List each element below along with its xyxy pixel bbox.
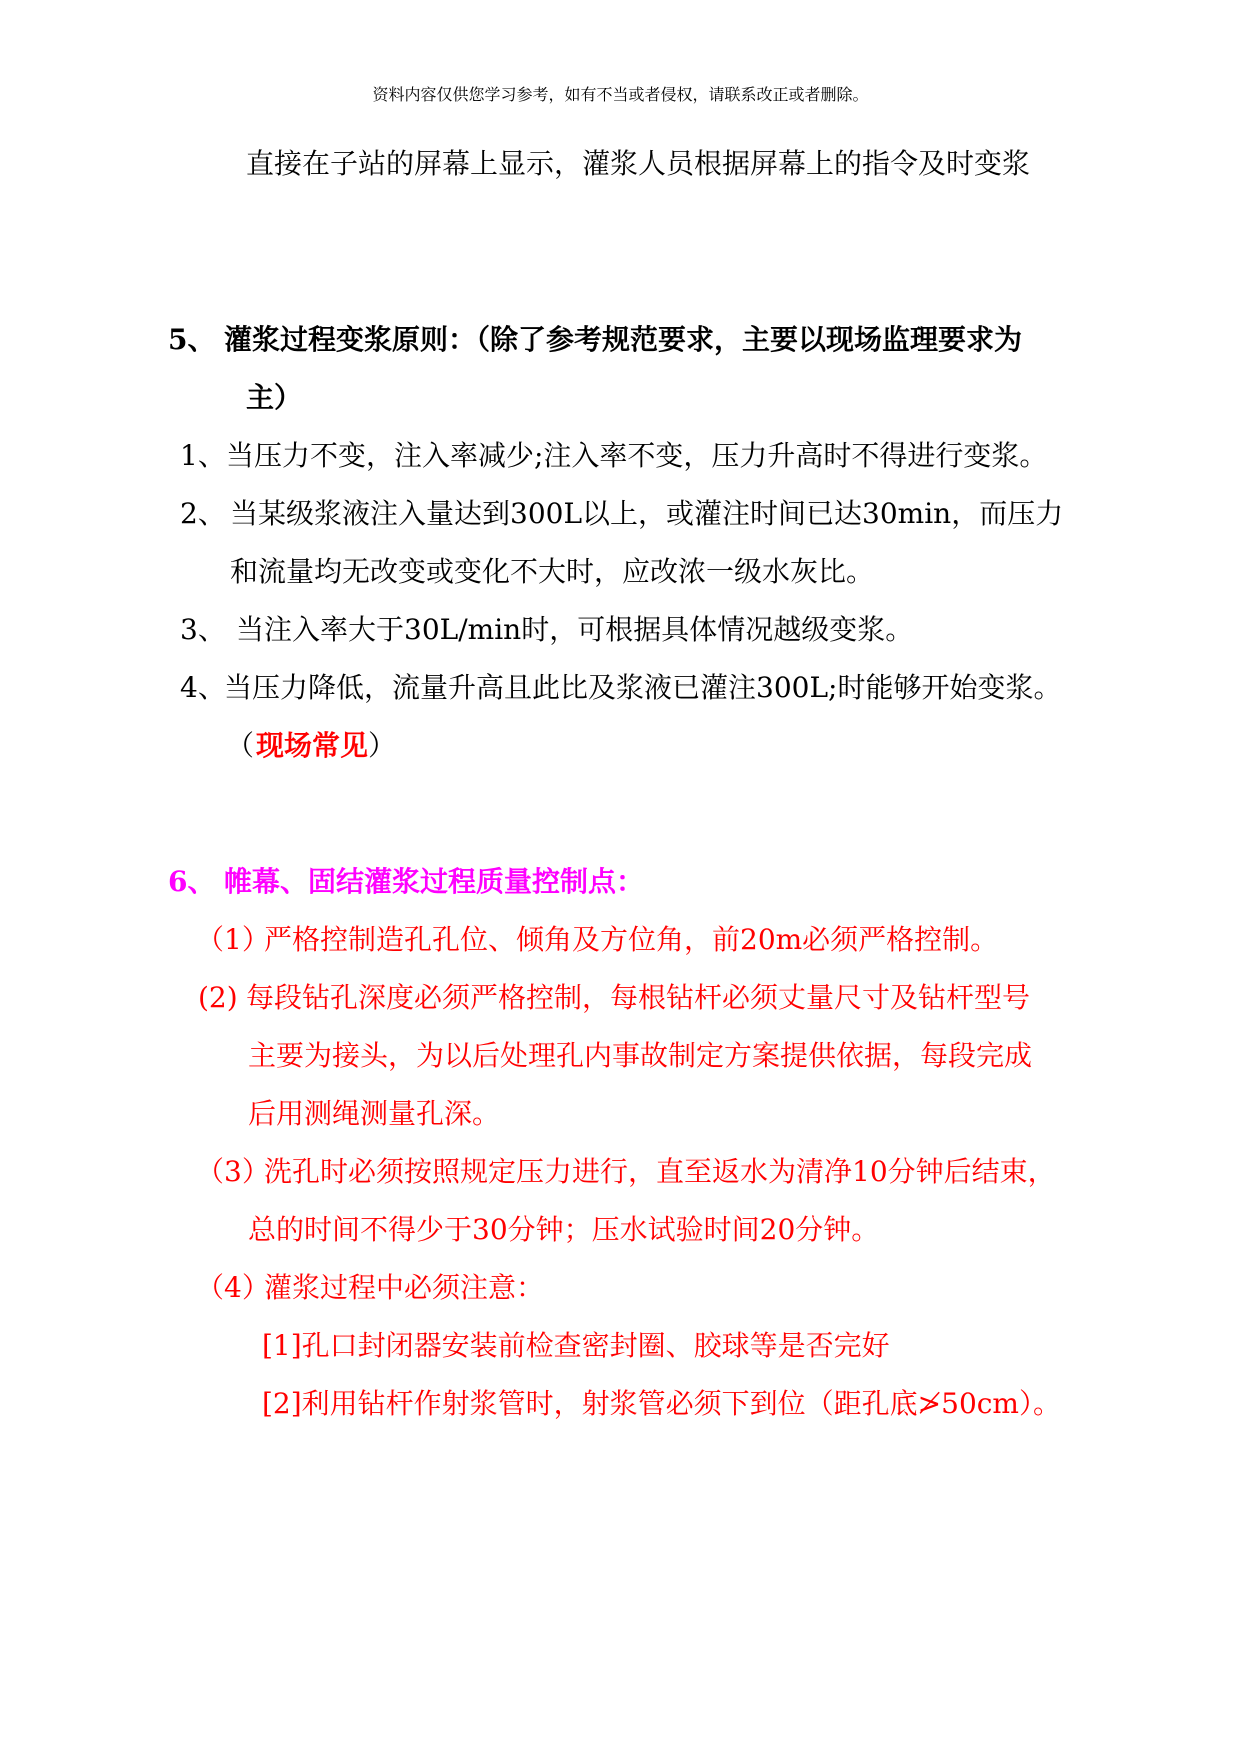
item-number: 4、	[180, 671, 226, 704]
item-text-continued: 和流量均无改变或变化不大时，应改浓一级水灰比。	[230, 555, 875, 588]
item-text: 当压力不变，注入率减少;注入率不变，压力升高时不得进行变浆。	[226, 439, 1048, 472]
intro-line: 直接在子站的屏幕上显示，灌浆人员根据屏幕上的指令及时变浆	[246, 147, 1031, 180]
item-text: 灌浆过程中必须注意：	[264, 1271, 545, 1304]
section5-number: 5、	[168, 323, 216, 356]
item-number: 3、	[180, 613, 226, 646]
item-number: （4）	[196, 1271, 270, 1304]
item-text: 当注入率大于30L/min时，可根据具体情况越级变浆。	[236, 613, 914, 646]
item-number: 1、	[180, 439, 226, 472]
note-text: 现场常见	[256, 729, 369, 762]
section6-subitem-2: [2]利用钻杆作射浆管时，射浆管必须下到位（距孔底≯50cm）。	[262, 1387, 1061, 1420]
header-note: 资料内容仅供您学习参考，如有不当或者侵权，请联系改正或者删除。	[372, 85, 869, 104]
section6-number: 6、	[168, 865, 216, 898]
item-number: （3）	[196, 1155, 270, 1188]
item-text: 当压力降低，流量升高且此比及浆液已灌注300L;时能够开始变浆。	[224, 671, 1062, 704]
note-close-paren: ）	[368, 729, 397, 762]
item-text: 当某级浆液注入量达到300L以上，或灌注时间已达30min，而压力	[230, 497, 1064, 530]
item-text-continued: 总的时间不得少于30分钟；压水试验时间20分钟。	[248, 1213, 880, 1246]
section6-subitem-1: [1]孔口封闭器安装前检查密封圈、胶球等是否完好	[262, 1329, 890, 1362]
item-number: (2)	[198, 981, 238, 1014]
section6-title: 帷幕、固结灌浆过程质量控制点：	[224, 865, 645, 898]
section5-title-line1: 灌浆过程变浆原则：（除了参考规范要求，主要以现场监理要求为	[224, 323, 1023, 356]
item-text: 洗孔时必须按照规定压力进行，直至返水为清净10分钟后结束，	[264, 1155, 1056, 1188]
item-text-continued: 主要为接头，为以后处理孔内事故制定方案提供依据，每段完成	[248, 1039, 1033, 1072]
section5-title-line2: 主）	[246, 381, 303, 414]
item-text: 严格控制造孔孔位、倾角及方位角，前20m必须严格控制。	[264, 923, 999, 956]
note-open-paren: （	[226, 729, 255, 762]
item-text-continued: 后用测绳测量孔深。	[248, 1097, 501, 1130]
item-number: 2、	[180, 497, 226, 530]
item-text: 每段钻孔深度必须严格控制，每根钻杆必须丈量尺寸及钻杆型号	[246, 981, 1031, 1014]
item-number: （1）	[196, 923, 270, 956]
